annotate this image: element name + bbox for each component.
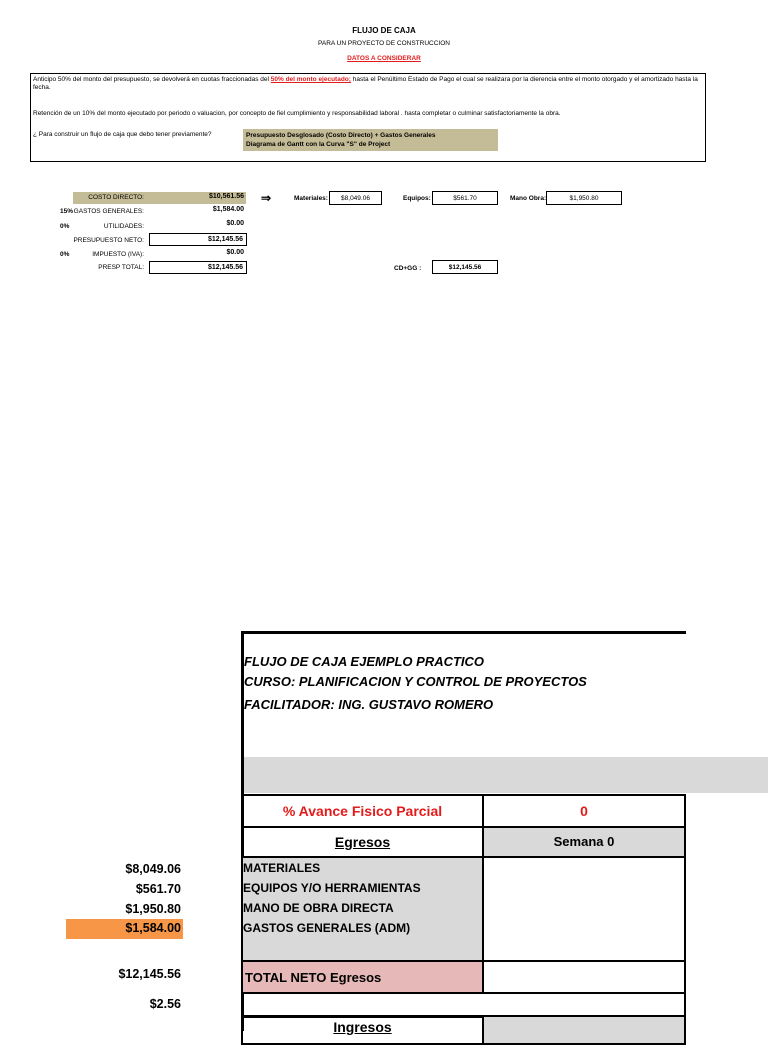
row-gastos-generales: GASTOS GENERALES (ADM) — [243, 921, 411, 935]
anticipo-text-2: hasta el Penúltimo Estado de Pago el cual se realizara por la dierencia entre el monto otorgado y el amortizado hasta la fecha. — [33, 76, 698, 91]
costo-directo-label: COSTO DIRECTO: — [88, 194, 144, 201]
left-value-materiales: $8,049.06 — [125, 862, 181, 876]
impuesto-value: $0.00 — [226, 249, 244, 256]
total-egresos-value[interactable] — [482, 960, 686, 994]
arrow-icon: ⇒ — [261, 191, 272, 205]
materiales-label: Materiales: — [294, 195, 328, 202]
cdgg-value: $12,145.56 — [432, 260, 498, 274]
row-mano-obra: MANO DE OBRA DIRECTA — [243, 901, 394, 915]
course-title: CURSO: PLANIFICACION Y CONTROL DE PROYECTOS — [244, 674, 587, 689]
left-extra-value: $2.56 — [149, 997, 181, 1011]
presp-total-label: PRESP TOTAL: — [98, 264, 144, 271]
utilidades-label: UTILIDADES: — [103, 223, 144, 230]
anticipo-text-1: Anticipo 50% del monto del presupuesto, se devolverá en cuotas fraccionadas del — [33, 76, 269, 83]
requirement-1: Presupuesto Desglosado (Costo Directo) + Gastos Generales — [246, 132, 436, 139]
mano-obra-label: Mano Obra: — [510, 195, 547, 202]
gastos-generales-pct: 15% — [60, 208, 74, 215]
costo-directo-value: $10,561.56 — [208, 193, 244, 200]
ingresos-week-header — [482, 1015, 686, 1045]
requirement-2: Diagrama de Gantt con la Curva "S" de Project — [246, 141, 391, 148]
avance-label: % Avance Fisico Parcial — [241, 794, 484, 828]
row-equipos: EQUIPOS Y/O HERRAMIENTAS — [243, 881, 421, 895]
semana-0-items-cell[interactable] — [482, 856, 686, 962]
mano-obra-value: $1,950.80 — [546, 191, 622, 205]
impuesto-label: IMPUESTO (IVA): — [92, 251, 144, 258]
anticipo-note — [33, 76, 703, 92]
facilitator-title: FACILITADOR: ING. GUSTAVO ROMERO — [244, 697, 494, 712]
total-egresos-label: TOTAL NETO Egresos — [241, 960, 484, 994]
question-note: ¿ Para construir un flujo de caja que debo tener previamente? — [33, 131, 212, 138]
sheet-subtitle: PARA UN PROYECTO DE CONSTRUCCION — [318, 40, 450, 47]
presupuesto-neto-label: PRESUPUESTO NETO: — [73, 237, 144, 244]
equipos-value: $561.70 — [432, 191, 498, 205]
anticipo-highlight: 50% del monto ejecutado; — [270, 76, 351, 83]
egresos-header: Egresos — [241, 826, 484, 858]
requirements-box — [243, 129, 498, 151]
sheet-title: FLUJO DE CAJA — [352, 26, 416, 35]
datos-heading: DATOS A CONSIDERAR — [347, 55, 421, 62]
presp-total-value: $12,145.56 — [149, 261, 247, 274]
retencion-note: Retención de un 10% del monto ejecutado por periodo o valuacion, por concepto de fiel cumplimiento y responsabilidad laboral . hasta completar o culminar satisfactoriamente la obra. — [33, 110, 561, 117]
impuesto-pct: 0% — [60, 251, 70, 258]
left-value-equipos: $561.70 — [135, 882, 181, 896]
cashflow-title: FLUJO DE CAJA EJEMPLO PRACTICO — [244, 654, 485, 669]
semana-0-header: Semana 0 — [482, 826, 686, 858]
equipos-label: Equipos: — [403, 195, 431, 202]
avance-value: 0 — [482, 794, 686, 828]
utilidades-pct: 0% — [60, 223, 70, 230]
cdgg-label: CD+GG : — [394, 265, 422, 272]
utilidades-value: $0.00 — [226, 220, 244, 227]
gastos-generales-label: GASTOS GENERALES: — [73, 208, 144, 215]
presupuesto-neto-value: $12,145.56 — [149, 233, 247, 246]
row-materiales: MATERIALES — [243, 861, 321, 875]
left-value-mano-obra: $1,950.80 — [125, 902, 181, 916]
left-total-value: $12,145.56 — [118, 967, 181, 981]
gastos-generales-value: $1,584.00 — [212, 206, 244, 213]
materiales-value: $8,049.06 — [329, 191, 382, 205]
left-value-gastos: $1,584.00 — [125, 921, 181, 935]
ingresos-header: Ingresos — [241, 1015, 484, 1045]
